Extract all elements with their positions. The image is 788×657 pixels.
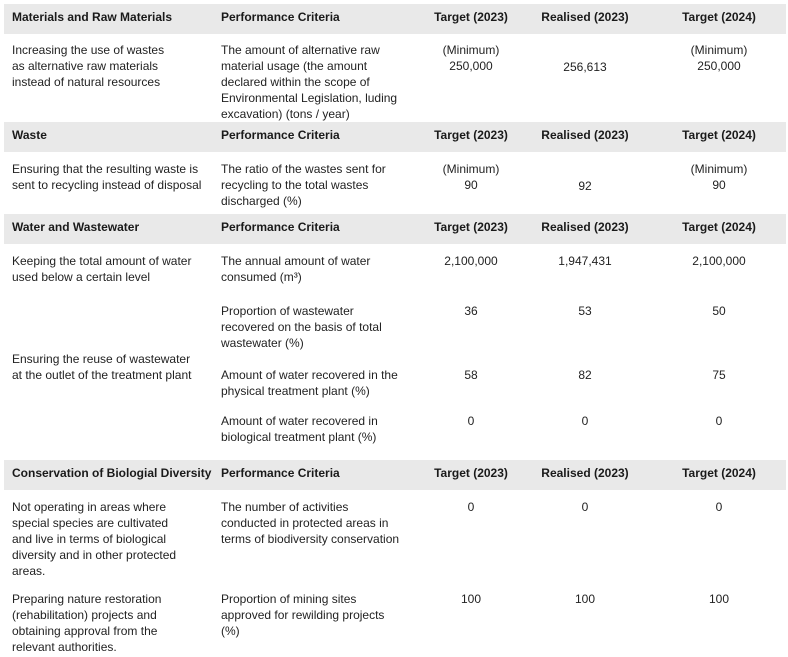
target-2023-cell: 100 — [460, 592, 482, 606]
section-header-biodiversity — [4, 460, 786, 490]
criteria-cell: The annual amount of water consumed (m³) — [221, 254, 371, 284]
table-row — [4, 303, 786, 353]
objective-cell: Ensuring the reuse of wastewater at the outlet of the treatment plant — [12, 352, 192, 382]
target-2024-cell: 0 — [715, 414, 723, 428]
criteria-cell: Proportion of wastewater recovered on the basis of total wastewater (%) — [221, 304, 382, 350]
table-row — [4, 253, 786, 293]
realised-2023-cell: 256,613 — [563, 60, 607, 74]
target-2024-cell: 50 — [712, 304, 726, 318]
realised-2023-cell: 53 — [578, 304, 592, 318]
table-row — [4, 351, 786, 401]
criteria-cell: Proportion of mining sites approved for rewilding projects (%) — [221, 592, 385, 638]
objective-cell: Increasing the use of wastes as alternative raw materials instead of natural resources — [12, 43, 165, 89]
section-header-materials — [4, 4, 786, 34]
section-header-water — [4, 214, 786, 244]
target-2024-cell: (Minimum) 90 — [690, 162, 748, 192]
target-2023-cell: 0 — [467, 414, 475, 428]
criteria-cell: The amount of alternative raw material usage (the amount declared within the scope of Environmental Legislation, luding excavation) (tons / year) — [221, 43, 398, 121]
criteria-column-header: Performance Criteria — [221, 466, 340, 480]
section-title: Materials and Raw Materials — [12, 10, 173, 24]
realised-2023-cell: 100 — [574, 592, 596, 606]
realised-2023-column-header: Realised (2023) — [541, 220, 629, 234]
target-2023-column-header: Target (2023) — [434, 128, 508, 142]
target-2024-cell: 75 — [712, 368, 726, 382]
criteria-column-header: Performance Criteria — [221, 10, 340, 24]
table-row — [4, 413, 786, 453]
target-2023-cell: 58 — [464, 368, 478, 382]
criteria-cell: The ratio of the wastes sent for recycling to the total wastes discharged (%) — [221, 162, 386, 208]
target-2023-cell: 2,100,000 — [444, 254, 498, 268]
target-2023-column-header: Target (2023) — [434, 10, 508, 24]
target-2024-cell: 2,100,000 — [692, 254, 746, 268]
realised-2023-column-header: Realised (2023) — [541, 128, 629, 142]
target-2023-column-header: Target (2023) — [434, 220, 508, 234]
target-2024-cell: 0 — [715, 500, 723, 514]
realised-2023-cell: 82 — [578, 368, 592, 382]
target-2023-cell: 36 — [464, 304, 478, 318]
objective-cell: Ensuring that the resulting waste is sent to recycling instead of disposal — [12, 162, 202, 192]
target-2024-column-header: Target (2024) — [682, 10, 756, 24]
target-2024-cell: 100 — [708, 592, 730, 606]
target-2023-column-header: Target (2023) — [434, 466, 508, 480]
criteria-cell: Amount of water recovered in the physical treatment plant (%) — [221, 368, 398, 398]
table-row — [4, 161, 786, 209]
criteria-column-header: Performance Criteria — [221, 128, 340, 142]
criteria-column-header: Performance Criteria — [221, 220, 340, 234]
realised-2023-column-header: Realised (2023) — [541, 466, 629, 480]
criteria-cell: Amount of water recovered in biological treatment plant (%) — [221, 414, 378, 444]
target-2023-cell: (Minimum) 90 — [442, 162, 500, 192]
criteria-cell: The number of activities conducted in protected areas in terms of biodiversity conservation — [221, 500, 400, 546]
table-row — [4, 42, 786, 122]
realised-2023-cell: 0 — [581, 414, 589, 428]
target-2024-cell: (Minimum) 250,000 — [690, 43, 748, 73]
objective-cell: Preparing nature restoration (rehabilitation) projects and obtaining approval from the relevant authorities. — [12, 592, 162, 654]
table-row — [4, 499, 786, 581]
objective-cell: Not operating in areas where special species are cultivated and live in terms of biological diversity and in other protected areas. — [12, 500, 177, 578]
section-title: Water and Wastewater — [12, 220, 140, 234]
target-2024-column-header: Target (2024) — [682, 466, 756, 480]
target-2023-cell: 0 — [467, 500, 475, 514]
target-2024-column-header: Target (2024) — [682, 220, 756, 234]
realised-2023-column-header: Realised (2023) — [541, 10, 629, 24]
table-row — [4, 591, 786, 655]
section-header-waste — [4, 122, 786, 152]
realised-2023-cell: 92 — [578, 179, 592, 193]
objective-cell: Keeping the total amount of water used below a certain level — [12, 254, 192, 284]
realised-2023-cell: 1,947,431 — [558, 254, 612, 268]
target-2024-column-header: Target (2024) — [682, 128, 756, 142]
section-title: Conservation of Biologial Diversity — [12, 466, 212, 480]
section-title: Waste — [12, 128, 47, 142]
realised-2023-cell: 0 — [581, 500, 589, 514]
target-2023-cell: (Minimum) 250,000 — [442, 43, 500, 73]
